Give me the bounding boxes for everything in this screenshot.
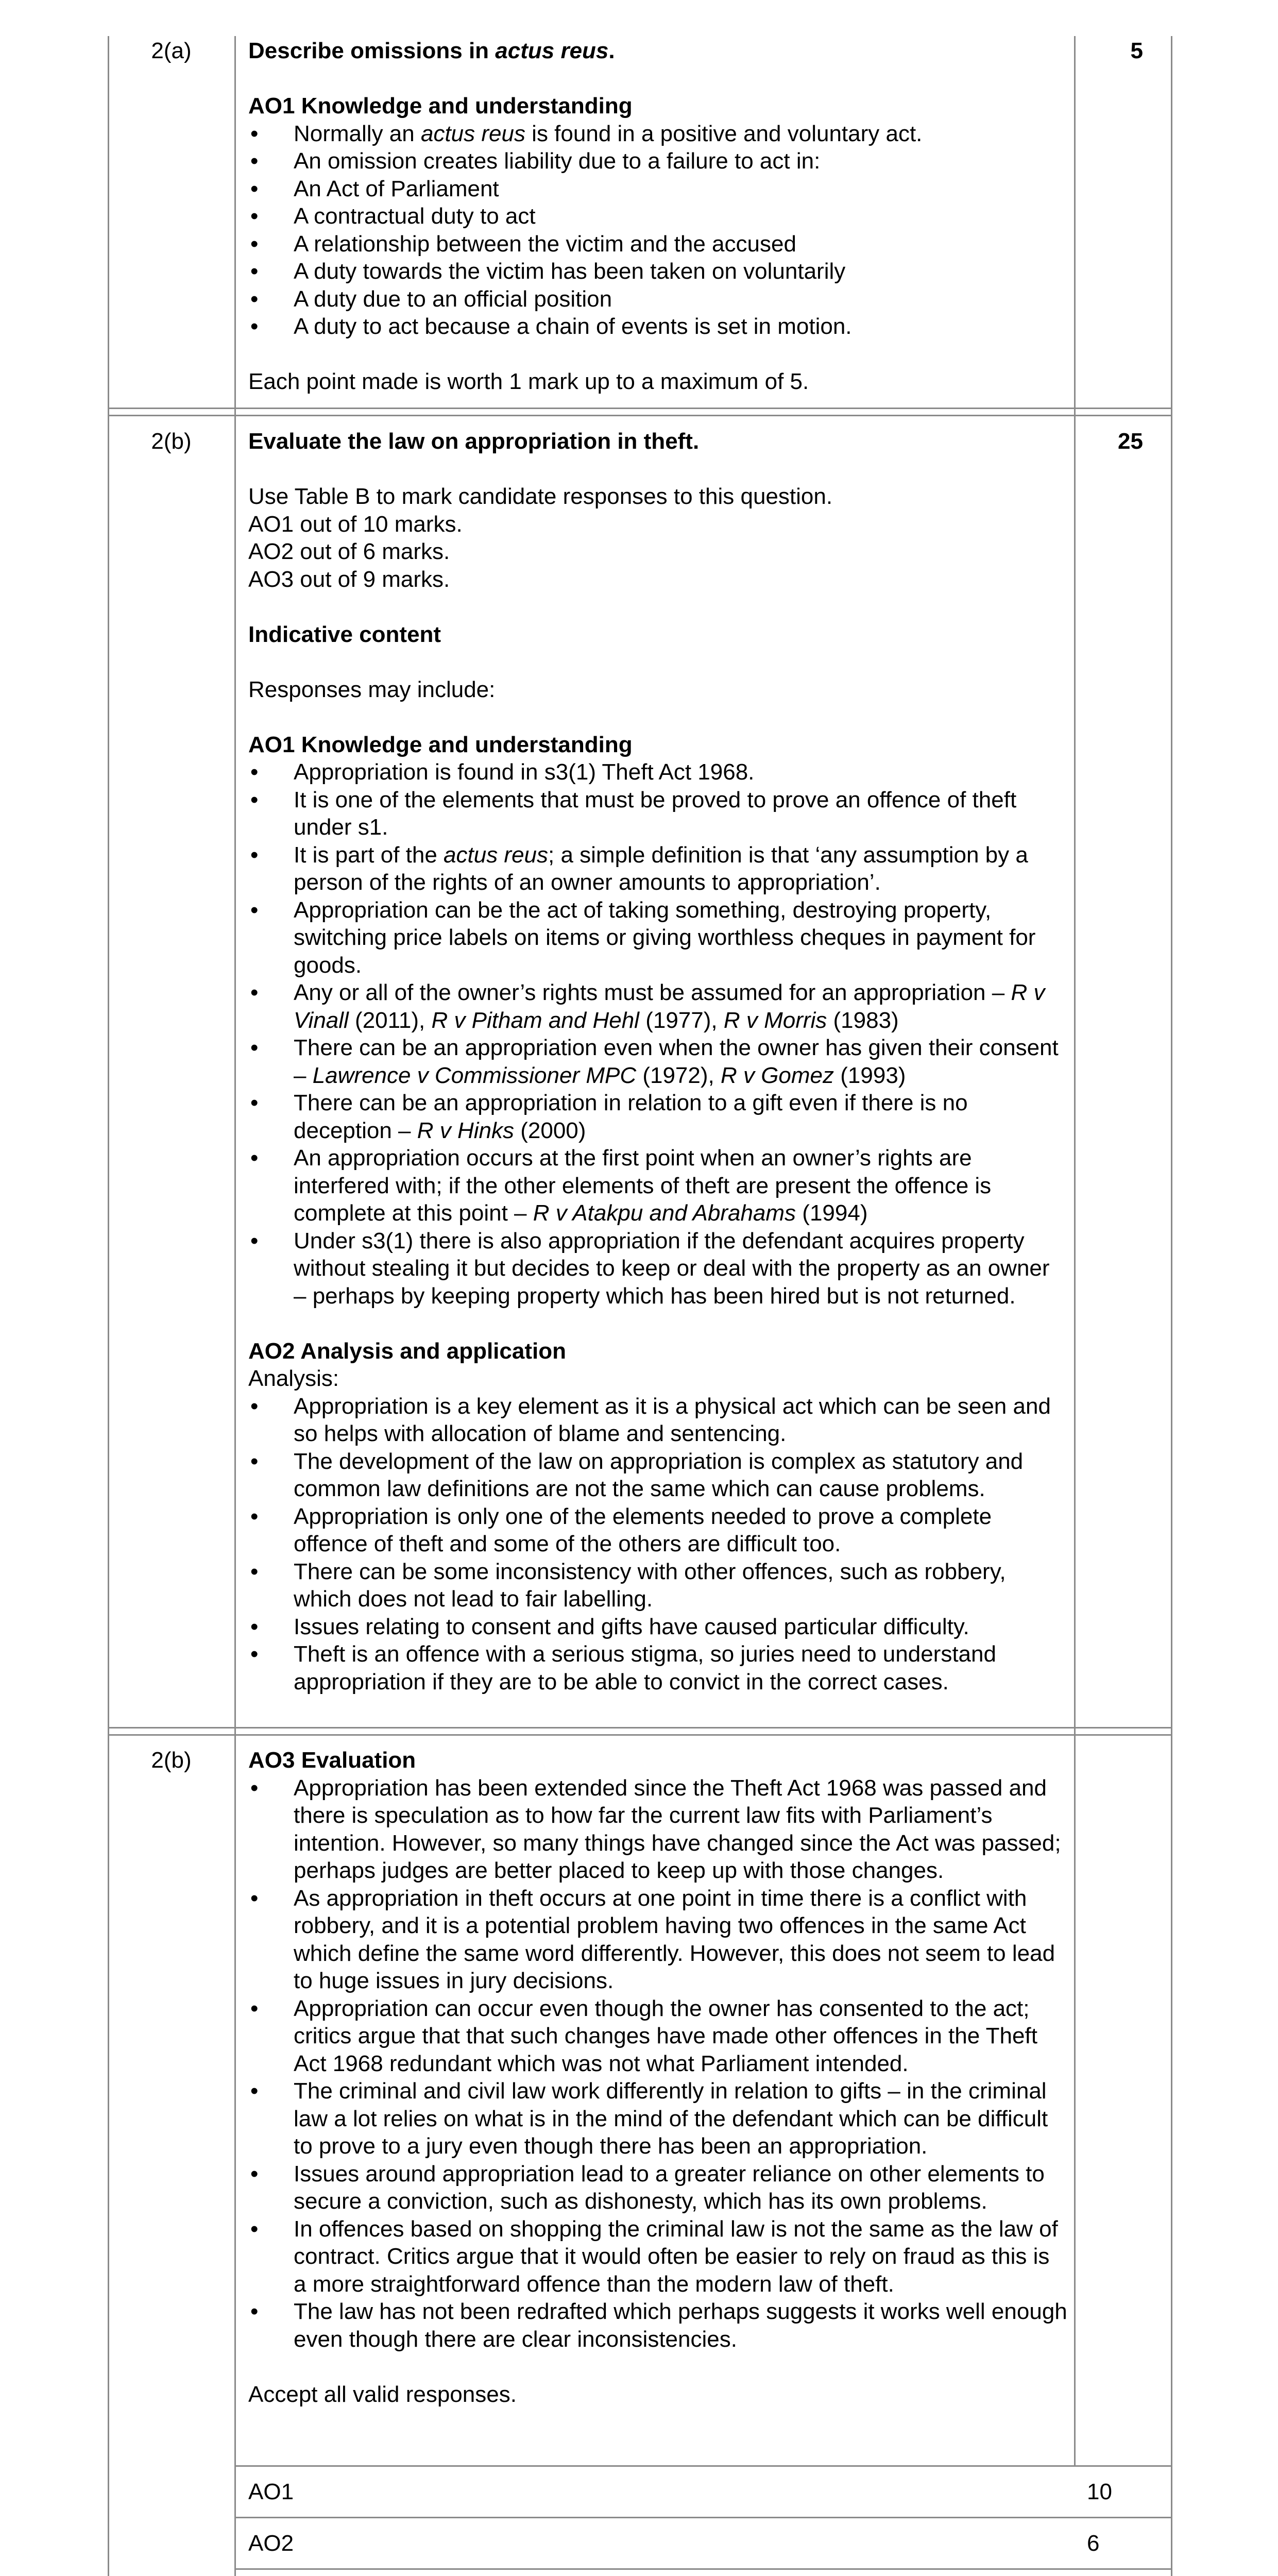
list-item: • Appropriation is found in s3(1) Theft Act 1968.	[250, 759, 755, 785]
marks-2a: 5	[1130, 38, 1143, 63]
marks-2b: 25	[1118, 429, 1143, 454]
case-name: R v Vinall	[294, 980, 1045, 1033]
analysis-label: Analysis:	[248, 1366, 339, 1391]
question-2b-ao3-content	[248, 1747, 1067, 2408]
intro-line: AO1 out of 10 marks.	[248, 511, 463, 537]
question-number-2a: 2(a)	[151, 38, 192, 63]
list-item: • The law has not been redrafted which perhaps suggests it works well enough even though there are clear inconsistencies.	[250, 2299, 1067, 2352]
list-item: • Under s3(1) there is also appropriation if the defendant acquires property without stealing it but decides to keep or deal with the property as an owner – perhaps by keeping property which has been hired but is not returned.	[250, 1228, 1050, 1309]
indicative-content-heading: Indicative content	[248, 621, 441, 647]
list-item: • The development of the law on appropriation is complex as statutory and common law definitions are not the same which can cause problems.	[250, 1448, 1024, 1501]
ao-table-label: AO2	[248, 2531, 294, 2556]
row-separator-1b	[108, 415, 1172, 416]
list-item: • An Act of Parliament	[250, 176, 499, 201]
question-2a-content	[248, 37, 1067, 396]
table-divider-right	[1074, 36, 1076, 2467]
table-divider-left	[234, 36, 236, 2576]
list-item: • Appropriation is only one of the elements needed to prove a complete offence of theft and some of the others are difficult too.	[250, 1503, 992, 1556]
list-item: • A duty towards the victim has been taken on voluntarily	[250, 259, 846, 284]
list-item: • The criminal and civil law work differently in relation to gifts – in the criminal law a lot relies on what is in the mind of the defendant which can be difficult to prove to a jury even though there has been an appropriation.	[250, 2078, 1048, 2159]
ao-row-line-3	[234, 2568, 1172, 2570]
list-item: • A duty due to an official position	[250, 286, 612, 312]
question-2b-content	[248, 428, 1067, 1696]
ao2-list	[248, 1393, 1067, 1696]
marking-note-2a: Each point made is worth 1 mark up to a maximum of 5.	[248, 369, 809, 394]
list-item: • Any or all of the owner’s rights must be assumed for an appropriation – R v Vinall (2011), R v Pitham and Hehl (1977), R v Morris (1983)	[250, 980, 1045, 1033]
ao-table-label: AO1	[248, 2479, 294, 2504]
ao2-heading: AO2 Analysis and application	[248, 1338, 566, 1364]
table-border-right	[1171, 36, 1172, 2576]
case-name: Lawrence v Commissioner MPC	[312, 1062, 637, 1088]
list-item: • Issues relating to consent and gifts have caused particular difficulty.	[250, 1614, 969, 1639]
ao3-list	[248, 1774, 1067, 2353]
list-item: • Appropriation is a key element as it is a physical act which can be seen and so helps with allocation of blame and sentencing.	[250, 1393, 1051, 1446]
question-2a-title: Describe omissions in actus reus.	[248, 38, 615, 63]
ao1-heading-2b: AO1 Knowledge and understanding	[248, 732, 633, 757]
list-item: • A relationship between the victim and the accused	[250, 231, 796, 257]
ao-row-line-2	[234, 2517, 1172, 2518]
ao1-heading-2a: AO1 Knowledge and understanding	[248, 93, 633, 118]
list-item: • Appropriation has been extended since the Theft Act 1968 was passed and there is speculation as to how far the current law fits with Parliament’s intention. However, so many things have changed since the Act was passed; perhaps judges are better placed to keep up with those changes.	[250, 1775, 1061, 1883]
ao-row-line-1	[234, 2465, 1172, 2467]
question-2b-title: Evaluate the law on appropriation in theft.	[248, 429, 700, 454]
ao3-heading: AO3 Evaluation	[248, 1748, 416, 1773]
list-item: • Appropriation can be the act of taking something, destroying property, switching price labels on items or giving worthless cheques in payment for goods.	[250, 897, 1036, 978]
case-name: R v Atakpu and Abrahams	[533, 1200, 796, 1226]
list-item: • Appropriation can occur even though the owner has consented to the act; critics argue that that such changes have made other offences in the Theft Act 1968 redundant which was not what Parliament intended.	[250, 1995, 1037, 2076]
ao1-list-2a	[248, 120, 1067, 341]
question-number-2b-cont: 2(b)	[151, 1748, 192, 1773]
list-item: • There can be an appropriation in relation to a gift even if there is no deception – R v Hinks (2000)	[250, 1090, 968, 1143]
ao-table-value: 10	[1087, 2479, 1112, 2504]
case-name: R v Pitham and Hehl	[431, 1007, 639, 1033]
intro-line: AO2 out of 6 marks.	[248, 539, 450, 564]
question-number-2b: 2(b)	[151, 429, 192, 454]
list-item: • In offences based on shopping the criminal law is not the same as the law of contract. Critics argue that it would often be easier to rely on fraud as this is a more straightforward offence than the modern law of theft.	[250, 2216, 1058, 2297]
list-item: • As appropriation in theft occurs at one point in time there is a conflict with robbery, and it is a potential problem having two offences in the same Act which define the same word differently. However, this does not seem to lead to huge issues in jury decisions.	[250, 1885, 1055, 1993]
list-item: • There can be some inconsistency with other offences, such as robbery, which does not lead to fair labelling.	[250, 1558, 1006, 1612]
list-item: • An omission creates liability due to a failure to act in:	[250, 148, 821, 174]
list-item: • Theft is an offence with a serious stigma, so juries need to understand appropriation if they are to be able to convict in the correct cases.	[250, 1641, 996, 1694]
list-item: • There can be an appropriation even when the owner has given their consent – Lawrence v Commissioner MPC (1972), R v Gomez (1993)	[250, 1035, 1059, 1088]
ao1-list-2b	[248, 758, 1067, 1310]
row-separator-1a	[108, 408, 1172, 409]
case-name: R v Gomez	[720, 1062, 834, 1088]
list-item: • A duty to act because a chain of events is set in motion.	[250, 314, 852, 339]
intro-line: Use Table B to mark candidate responses to this question.	[248, 484, 833, 509]
list-item: • Issues around appropriation lead to a greater reliance on other elements to secure a conviction, such as dishonesty, which has its own problems.	[250, 2161, 1045, 2214]
intro-line: AO3 out of 9 marks.	[248, 566, 450, 592]
row-separator-2a	[108, 1727, 1172, 1728]
responses-may-include: Responses may include:	[248, 676, 496, 702]
ao-table-value: 6	[1087, 2531, 1100, 2556]
list-item: • An appropriation occurs at the first point when an owner’s rights are interfered with; if the other elements of theft are present the offence is complete at this point – R v Atakpu and Abrahams (1994)	[250, 1145, 992, 1226]
case-name: R v Hinks	[417, 1117, 514, 1143]
case-name: R v Morris	[723, 1007, 827, 1033]
list-item: • It is one of the elements that must be proved to prove an offence of theft under s1.	[250, 787, 1017, 840]
table-border-left	[108, 36, 109, 2576]
accept-note: Accept all valid responses.	[248, 2381, 517, 2407]
row-separator-2b	[108, 1734, 1172, 1736]
list-item: • A contractual duty to act	[250, 204, 536, 229]
list-item: • Normally an actus reus is found in a positive and voluntary act.	[250, 121, 923, 146]
list-item: • It is part of the actus reus; a simple definition is that ‘any assumption by a person of the rights of an owner amounts to appropriation’.	[250, 842, 1028, 895]
